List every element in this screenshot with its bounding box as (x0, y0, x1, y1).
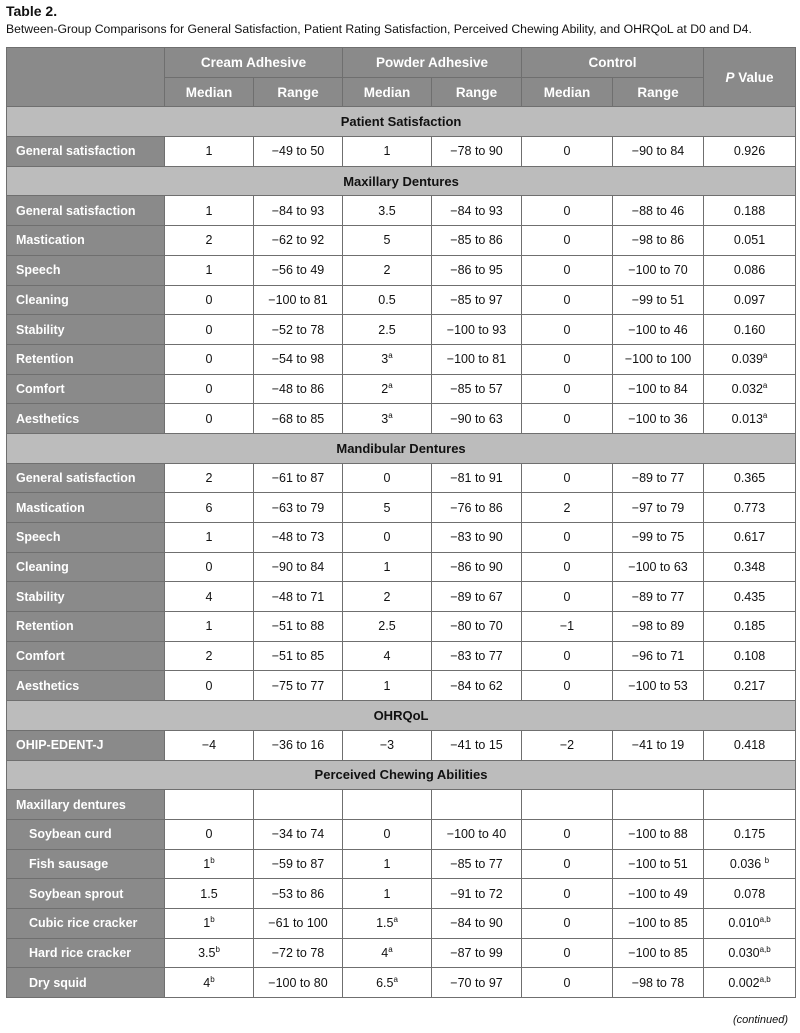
control-median-cell: 0 (522, 523, 613, 553)
cream-median-cell: 2 (165, 641, 254, 671)
p-value-cell: 0.108 (704, 641, 796, 671)
control-range-cell: −100 to 46 (613, 315, 704, 345)
powder-median-cell: 2.5 (343, 315, 432, 345)
cream-median-cell: 0 (165, 671, 254, 701)
row-label: Speech (7, 255, 165, 285)
section-row (7, 166, 796, 196)
powder-median-cell: 1 (343, 552, 432, 582)
powder-range-cell: −78 to 90 (432, 137, 522, 167)
cream-range-cell: −48 to 73 (254, 523, 343, 553)
control-median-cell: 0 (522, 552, 613, 582)
row-label: Soybean curd (7, 819, 165, 849)
table-row (7, 938, 796, 968)
control-median-cell: 0 (522, 582, 613, 612)
header-median: Median (165, 77, 254, 107)
p-value-cell: 0.926 (704, 137, 796, 167)
cream-range-cell: −61 to 87 (254, 463, 343, 493)
cream-median-cell (165, 790, 254, 820)
p-value-cell: 0.773 (704, 493, 796, 523)
powder-range-cell: −91 to 72 (432, 879, 522, 909)
table-body (7, 107, 796, 998)
p-value-cell: 0.348 (704, 552, 796, 582)
table-row (7, 849, 796, 879)
control-median-cell: 0 (522, 641, 613, 671)
p-value-cell: 0.175 (704, 819, 796, 849)
powder-median-cell: 0 (343, 523, 432, 553)
table-row (7, 255, 796, 285)
p-value-cell: 0.188 (704, 196, 796, 226)
cream-range-cell (254, 790, 343, 820)
powder-range-cell: −90 to 63 (432, 404, 522, 434)
powder-median-cell: 1 (343, 849, 432, 879)
row-label: OHIP-EDENT-J (7, 730, 165, 760)
footnote-marker: a (388, 410, 393, 420)
p-value-cell: 0.013$^a$ (704, 404, 796, 434)
cream-range-cell: −75 to 77 (254, 671, 343, 701)
p-value-cell: 0.051 (704, 226, 796, 256)
control-median-cell: 0 (522, 374, 613, 404)
row-label: Aesthetics (7, 671, 165, 701)
p-value-cell: 0.365 (704, 463, 796, 493)
control-median-cell: 0 (522, 226, 613, 256)
cream-median-cell: 1 (165, 137, 254, 167)
table-row (7, 612, 796, 642)
cream-median-cell: 0 (165, 552, 254, 582)
row-label: Stability (7, 582, 165, 612)
footnote-marker: a,b (759, 915, 771, 925)
control-range-cell: −96 to 71 (613, 641, 704, 671)
section-row (7, 760, 796, 790)
row-label: Soybean sprout (7, 879, 165, 909)
row-label: Comfort (7, 374, 165, 404)
cream-median-cell: 0 (165, 404, 254, 434)
row-label: Dry squid (7, 968, 165, 998)
powder-median-cell: 4 (343, 641, 432, 671)
cream-median-cell: 2 (165, 226, 254, 256)
footnote-marker: a (388, 944, 393, 954)
cream-range-cell: −62 to 92 (254, 226, 343, 256)
cream-range-cell: −61 to 100 (254, 908, 343, 938)
cream-median-cell: 1 (165, 196, 254, 226)
powder-median-cell (343, 790, 432, 820)
cream-range-cell: −49 to 50 (254, 137, 343, 167)
powder-median-cell: 2.5 (343, 612, 432, 642)
powder-median-cell: 3.5 (343, 196, 432, 226)
control-median-cell: 0 (522, 285, 613, 315)
powder-range-cell: −89 to 67 (432, 582, 522, 612)
section-heading: Patient Satisfaction (7, 107, 796, 137)
header-range: Range (613, 77, 704, 107)
powder-range-cell: −85 to 86 (432, 226, 522, 256)
cream-range-cell: −34 to 74 (254, 819, 343, 849)
control-median-cell: 0 (522, 404, 613, 434)
powder-range-cell: −83 to 90 (432, 523, 522, 553)
row-label: General satisfaction (7, 196, 165, 226)
control-range-cell: −100 to 51 (613, 849, 704, 879)
powder-range-cell (432, 790, 522, 820)
cream-range-cell: −36 to 16 (254, 730, 343, 760)
control-median-cell: −1 (522, 612, 613, 642)
cream-range-cell: −59 to 87 (254, 849, 343, 879)
p-value-cell: 0.002$^{a,b}$ (704, 968, 796, 998)
control-range-cell: −98 to 89 (613, 612, 704, 642)
section-heading: Mandibular Dentures (7, 433, 796, 463)
p-value-cell: 0.078 (704, 879, 796, 909)
powder-range-cell: −100 to 40 (432, 819, 522, 849)
powder-range-cell: −100 to 81 (432, 344, 522, 374)
cream-range-cell: −54 to 98 (254, 344, 343, 374)
footnote-marker: a (393, 915, 398, 925)
control-median-cell: 0 (522, 819, 613, 849)
powder-median-cell: 1 (343, 671, 432, 701)
p-value-cell (704, 790, 796, 820)
control-range-cell: −100 to 100 (613, 344, 704, 374)
powder-range-cell: −86 to 90 (432, 552, 522, 582)
powder-median-cell: 0 (343, 463, 432, 493)
p-value-cell: 0.435 (704, 582, 796, 612)
cream-range-cell: −48 to 86 (254, 374, 343, 404)
cream-range-cell: −68 to 85 (254, 404, 343, 434)
powder-range-cell: −80 to 70 (432, 612, 522, 642)
powder-range-cell: −41 to 15 (432, 730, 522, 760)
p-value-cell: 0.418 (704, 730, 796, 760)
powder-median-cell: 3$^a$ (343, 404, 432, 434)
table-caption: Between-Group Comparisons for General Satisfaction, Patient Rating Satisfaction, Perceived Chewing Ability, and OHRQoL at D0 and D4. (6, 22, 752, 36)
control-range-cell: −100 to 85 (613, 908, 704, 938)
control-range-cell: −100 to 85 (613, 938, 704, 968)
cream-median-cell: 0 (165, 285, 254, 315)
footnote-marker: a,b (759, 944, 771, 954)
control-median-cell: 0 (522, 879, 613, 909)
row-label: Retention (7, 612, 165, 642)
control-range-cell: −97 to 79 (613, 493, 704, 523)
cream-median-cell: 1$^b$ (165, 908, 254, 938)
footnote-marker: b (210, 855, 215, 865)
row-label: General satisfaction (7, 137, 165, 167)
table-row (7, 226, 796, 256)
control-median-cell: 0 (522, 137, 613, 167)
header-median: Median (522, 77, 613, 107)
powder-median-cell: 1 (343, 879, 432, 909)
control-range-cell: −100 to 63 (613, 552, 704, 582)
table-title: Table 2. (6, 3, 58, 19)
powder-median-cell: 5 (343, 226, 432, 256)
row-label: Maxillary dentures (7, 790, 165, 820)
cream-median-cell: 6 (165, 493, 254, 523)
header-pvalue: P Value (704, 48, 796, 107)
footnote-marker: a (762, 380, 768, 390)
cream-range-cell: −100 to 80 (254, 968, 343, 998)
cream-median-cell: 1$^b$ (165, 849, 254, 879)
section-row (7, 701, 796, 731)
powder-range-cell: −85 to 97 (432, 285, 522, 315)
header-blank-cell (7, 48, 165, 107)
control-median-cell: 2 (522, 493, 613, 523)
control-range-cell: −100 to 36 (613, 404, 704, 434)
cream-range-cell: −100 to 81 (254, 285, 343, 315)
cream-range-cell: −56 to 49 (254, 255, 343, 285)
row-label: Comfort (7, 641, 165, 671)
row-label: Cubic rice cracker (7, 908, 165, 938)
table-row (7, 879, 796, 909)
section-heading: Perceived Chewing Abilities (7, 760, 796, 790)
cream-range-cell: −72 to 78 (254, 938, 343, 968)
p-value-cell: 0.086 (704, 255, 796, 285)
table-row (7, 285, 796, 315)
powder-range-cell: −81 to 91 (432, 463, 522, 493)
powder-median-cell: 6.5$^a$ (343, 968, 432, 998)
table-row (7, 315, 796, 345)
cream-median-cell: 0 (165, 315, 254, 345)
p-value-cell: 0.217 (704, 671, 796, 701)
control-range-cell: −99 to 75 (613, 523, 704, 553)
cream-median-cell: 0 (165, 819, 254, 849)
control-median-cell: 0 (522, 968, 613, 998)
control-range-cell: −100 to 84 (613, 374, 704, 404)
row-label: General satisfaction (7, 463, 165, 493)
row-label: Speech (7, 523, 165, 553)
cream-range-cell: −90 to 84 (254, 552, 343, 582)
powder-range-cell: −84 to 62 (432, 671, 522, 701)
table-row (7, 582, 796, 612)
powder-median-cell: 2$^a$ (343, 374, 432, 404)
table-row (7, 819, 796, 849)
header-group-cream: Cream Adhesive (165, 48, 343, 78)
table-row (7, 196, 796, 226)
control-range-cell: −100 to 70 (613, 255, 704, 285)
header-group-powder: Powder Adhesive (343, 48, 522, 78)
p-value-cell: 0.617 (704, 523, 796, 553)
control-range-cell: −99 to 51 (613, 285, 704, 315)
control-range-cell: −89 to 77 (613, 463, 704, 493)
powder-range-cell: −84 to 90 (432, 908, 522, 938)
powder-median-cell: 0.5 (343, 285, 432, 315)
p-value-cell: 0.010$^{a,b}$ (704, 908, 796, 938)
table-row (7, 641, 796, 671)
row-label: Aesthetics (7, 404, 165, 434)
section-heading: Maxillary Dentures (7, 166, 796, 196)
cream-median-cell: 1 (165, 612, 254, 642)
cream-median-cell: 0 (165, 344, 254, 374)
p-value-cell: 0.032$^a$ (704, 374, 796, 404)
control-range-cell: −100 to 88 (613, 819, 704, 849)
powder-range-cell: −70 to 97 (432, 968, 522, 998)
control-range-cell: −98 to 86 (613, 226, 704, 256)
row-label: Cleaning (7, 285, 165, 315)
cream-median-cell: 1.5 (165, 879, 254, 909)
footnote-marker: a (762, 351, 768, 361)
footnote-marker: a (762, 410, 768, 420)
control-range-cell (613, 790, 704, 820)
cream-range-cell: −51 to 88 (254, 612, 343, 642)
table-row (7, 404, 796, 434)
control-range-cell: −90 to 84 (613, 137, 704, 167)
cream-median-cell: 1 (165, 255, 254, 285)
control-median-cell: 0 (522, 196, 613, 226)
powder-range-cell: −87 to 99 (432, 938, 522, 968)
footnote-marker: a (388, 380, 393, 390)
control-median-cell (522, 790, 613, 820)
header-group-control: Control (522, 48, 704, 78)
cream-median-cell: 0 (165, 374, 254, 404)
cream-range-cell: −84 to 93 (254, 196, 343, 226)
control-range-cell: −100 to 53 (613, 671, 704, 701)
table-row (7, 374, 796, 404)
header-range: Range (432, 77, 522, 107)
control-median-cell: 0 (522, 463, 613, 493)
cream-median-cell: 4 (165, 582, 254, 612)
powder-median-cell: 1.5$^a$ (343, 908, 432, 938)
footnote-marker: b (210, 974, 215, 984)
row-label: Hard rice cracker (7, 938, 165, 968)
cream-range-cell: −63 to 79 (254, 493, 343, 523)
powder-range-cell: −85 to 77 (432, 849, 522, 879)
cream-range-cell: −53 to 86 (254, 879, 343, 909)
control-range-cell: −41 to 19 (613, 730, 704, 760)
table-row (7, 908, 796, 938)
row-label: Fish sausage (7, 849, 165, 879)
footnote-marker: b (215, 944, 220, 954)
table-row (7, 493, 796, 523)
cream-median-cell: 1 (165, 523, 254, 553)
control-median-cell: 0 (522, 344, 613, 374)
comparison-table (6, 47, 796, 998)
powder-range-cell: −86 to 95 (432, 255, 522, 285)
row-label: Stability (7, 315, 165, 345)
table-row (7, 968, 796, 998)
control-median-cell: 0 (522, 671, 613, 701)
p-value-cell: 0.036 $^b$ (704, 849, 796, 879)
p-value-cell: 0.185 (704, 612, 796, 642)
footnote-marker: a (393, 974, 398, 984)
section-row (7, 107, 796, 137)
continued-note: (continued) (732, 1014, 788, 1026)
section-heading: OHRQoL (7, 701, 796, 731)
footnote-marker: a,b (759, 974, 771, 984)
row-label: Mastication (7, 226, 165, 256)
cream-range-cell: −52 to 78 (254, 315, 343, 345)
p-value-cell: 0.160 (704, 315, 796, 345)
cream-median-cell: −4 (165, 730, 254, 760)
header-median: Median (343, 77, 432, 107)
row-label: Cleaning (7, 552, 165, 582)
powder-median-cell: 4$^a$ (343, 938, 432, 968)
p-value-cell: 0.039$^a$ (704, 344, 796, 374)
powder-range-cell: −85 to 57 (432, 374, 522, 404)
powder-median-cell: 0 (343, 819, 432, 849)
footnote-marker: b (210, 915, 215, 925)
table-row (7, 671, 796, 701)
table-row (7, 552, 796, 582)
row-label: Mastication (7, 493, 165, 523)
table-row (7, 463, 796, 493)
cream-range-cell: −48 to 71 (254, 582, 343, 612)
powder-range-cell: −83 to 77 (432, 641, 522, 671)
section-row (7, 433, 796, 463)
powder-median-cell: 3$^a$ (343, 344, 432, 374)
cream-median-cell: 3.5$^b$ (165, 938, 254, 968)
powder-range-cell: −84 to 93 (432, 196, 522, 226)
cream-median-cell: 2 (165, 463, 254, 493)
control-range-cell: −98 to 78 (613, 968, 704, 998)
control-median-cell: −2 (522, 730, 613, 760)
table-row (7, 730, 796, 760)
powder-median-cell: 2 (343, 255, 432, 285)
control-median-cell: 0 (522, 938, 613, 968)
table-row (7, 523, 796, 553)
control-median-cell: 0 (522, 908, 613, 938)
header-range: Range (254, 77, 343, 107)
footnote-marker: b (764, 855, 770, 865)
powder-median-cell: 1 (343, 137, 432, 167)
row-label: Retention (7, 344, 165, 374)
p-value-cell: 0.097 (704, 285, 796, 315)
control-median-cell: 0 (522, 849, 613, 879)
control-range-cell: −100 to 49 (613, 879, 704, 909)
powder-median-cell: 2 (343, 582, 432, 612)
control-range-cell: −89 to 77 (613, 582, 704, 612)
table-row (7, 344, 796, 374)
powder-median-cell: 5 (343, 493, 432, 523)
p-value-cell: 0.030$^{a,b}$ (704, 938, 796, 968)
control-median-cell: 0 (522, 315, 613, 345)
table-row (7, 790, 796, 820)
powder-median-cell: −3 (343, 730, 432, 760)
powder-range-cell: −76 to 86 (432, 493, 522, 523)
table-row (7, 137, 796, 167)
powder-range-cell: −100 to 93 (432, 315, 522, 345)
cream-range-cell: −51 to 85 (254, 641, 343, 671)
footnote-marker: a (388, 351, 393, 361)
control-median-cell: 0 (522, 255, 613, 285)
table-header (7, 48, 796, 107)
cream-median-cell: 4$^b$ (165, 968, 254, 998)
control-range-cell: −88 to 46 (613, 196, 704, 226)
